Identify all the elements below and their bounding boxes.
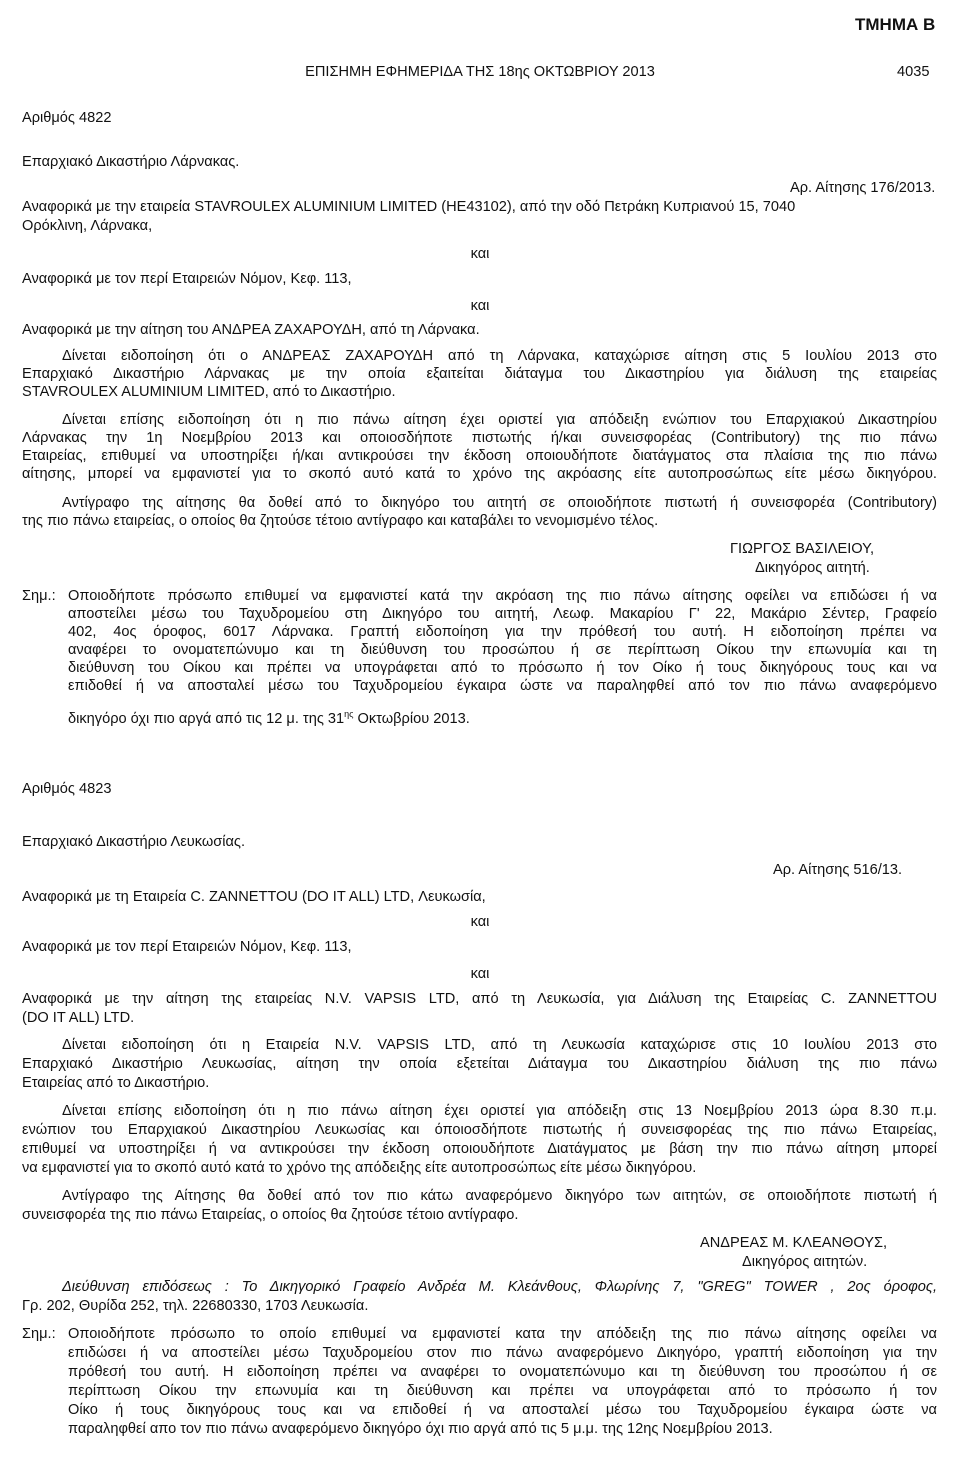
service-address: Γρ. 202, Θυρίδα 252, τηλ. 22680330, 1703 Λευκωσία. — [22, 1298, 369, 1314]
note-line: 402, 4ος όροφος, 6017 Λάρνακα. Γραπτή ειδοποίηση για την πρόθεσή του αυτή. Η ειδοποίηση πρέπει να — [68, 624, 937, 640]
note-label: Σημ.: — [22, 588, 56, 604]
ordinal-suffix: ης — [344, 709, 354, 719]
paragraph-line: Επαρχιακό Δικαστήριο Λευκωσίας, αίτηση την οποία εξετείται Διάταγμα του Δικαστηρίου διάλυση της πιο πάνω — [22, 1056, 937, 1072]
note-line: παραληφθεί απο τον πιο πάνω αναφερόμενο δικηγόρο όχι πιο αργά από τις 5 μ.μ. της 12ης Νοεμβρίου 2013. — [68, 1421, 773, 1437]
note-line: αποστείλει μέσω του Ταχυδρομείου στη Δικηγόρο του αιτητή, Λεωφ. Μακαρίου Γ' 22, Μακάριο Σέντερ, Γραφείο — [68, 606, 937, 622]
paragraph-line: Επαρχιακό Δικαστήριο Λάρνακας με την οποία εξαιτείται διάταγμα του Δικαστηρίου για διάλυση της εταιρείας — [22, 366, 937, 382]
note-line: διεύθυνση του Οίκου και πρέπει να υπογράφεται από το πρόσωπο ή τον Οίκο ή τους δικηγόρους τους και να — [68, 660, 937, 676]
paragraph-line: της πιο πάνω εταιρείας, ο οποίος θα ζητούσε τέτοιο αντίγραφο και καταβάλει το νενομισμένο τέλος. — [22, 513, 659, 529]
paragraph-line: συνεισφορέα της πιο πάνω Εταιρείας, ο οποίος θα ζητούσε τέτοιο αντίγραφο. — [22, 1207, 519, 1223]
notice-number: Αριθμός 4823 — [22, 781, 112, 797]
note-date-text: Οκτωβρίου 2013. — [353, 710, 470, 727]
paragraph-line: ενώπιον του Επαρχιακού Δικαστηρίου Λευκωσίας και όποιοσδήποτε πιστωτής ή συνεισφορέας της πιο πάνω Εταιρείας, — [22, 1122, 937, 1138]
paragraph-line: επιθυμεί να υποστηρίξει ή να αντικρούσει την έκδοση οποιουδήποτε Διατάγματος με βάση την πιο πάνω αίτηση μπορεί — [22, 1141, 937, 1157]
paragraph-line: Αντίγραφο της Αίτησης θα δοθεί από τον πιο κάτω αναφερόμενο δικηγόρο των αιτητών, σε οποιοδήποτε πιστωτή ή — [62, 1188, 937, 1204]
paragraph-line: Αντίγραφο της αίτησης θα δοθεί από το δικηγόρο του αιτητή σε οποιοδήποτε πιστωτή ή συνεισφορέα (Contributory) — [62, 495, 937, 511]
conjunction: και — [470, 966, 490, 982]
signer-name: ΓΙΩΡΓΟΣ ΒΑΣΙΛΕΙΟΥ, — [730, 541, 875, 557]
paragraph-line: να εμφανιστεί για το σκοπό αυτό κατά το χρόνο της απόδειξης είτε αυτοπροσώπως είτε μέσω δικηγόρου. — [22, 1160, 697, 1176]
paragraph-line: Δίνεται επίσης ειδοποίηση ότι η πιο πάνω αίτηση έχει οριστεί για απόδειξη ενώπιον του Επαρχιακού Δικαστηρίου — [62, 412, 937, 428]
note-line: Οποιοδήποτε πρόσωπο επιθυμεί να εμφανιστεί κατά την ακρόαση της πιο πάνω αίτησης οφείλει να επιδώσει ή να — [68, 588, 937, 604]
note-line: επιδώσει ή να αποστείλει μέσω Ταχυδρομείου στον πιο πάνω αναφερόμενο Δικηγόρο, γραπτή ειδοποίηση για την — [68, 1345, 937, 1361]
conjunction: και — [470, 914, 490, 930]
note-line: πρόθεσή του αυτή. Η ειδοποίηση πρέπει να αναφέρει το ονοματεπώνυμο και τη διεύθυνση του προσώπου ή σε — [68, 1364, 937, 1380]
section-label: ΤΜΗΜΑ Β — [855, 15, 936, 34]
reference-line: Ορόκλινη, Λάρνακα, — [22, 218, 153, 234]
note-line — [68, 706, 470, 728]
gazette-title: ΕΠΙΣΗΜΗ ΕΦΗΜΕΡΙΔΑ ΤΗΣ 18ης ΟΚΤΩΒΡΙΟΥ 2013 — [305, 64, 655, 80]
signer-role: Δικηγόρος αιτητών. — [742, 1254, 868, 1270]
conjunction: και — [470, 298, 490, 314]
reference-line: Αναφορικά με τον περί Εταιρειών Νόμον, Κεφ. 113, — [22, 939, 352, 955]
reference-line: Αναφορικά με τον περί Εταιρειών Νόμον, Κεφ. 113, — [22, 271, 352, 287]
paragraph-line: Δίνεται επίσης ειδοποίηση ότι η πιο πάνω αίτηση έχει οριστεί για απόδειξη στις 13 Νοεμβρίου 2013 ώρα 8.30 π.μ. — [62, 1103, 937, 1119]
paragraph-line: Εταιρείας από το Δικαστήριο. — [22, 1075, 210, 1091]
application-number: Αρ. Αίτησης 516/13. — [773, 862, 903, 878]
paragraph-line: Δίνεται ειδοποίηση ότι ο ΑΝΔΡΕΑΣ ΖΑΧΑΡΟΥΔΗ από τη Λάρνακα, καταχώρισε αίτηση στις 5 Ιουλίου 2013 στο — [62, 348, 937, 364]
signer-name: ΑΝΔΡΕΑΣ Μ. ΚΛΕΑΝΘΟΥΣ, — [700, 1235, 888, 1251]
note-line: Οποιοδήποτε πρόσωπο το οποίο επιθυμεί να εμφανιστεί κατα την απόδειξη της πιο πάνω αίτησης οφείλει να — [68, 1326, 937, 1342]
paragraph-line: Δίνεται ειδοποίηση ότι η Εταιρεία N.V. VAPSIS LTD, από τη Λευκωσία καταχώρισε στις 10 Ιουλίου 2013 στο — [62, 1037, 937, 1053]
paragraph-line: Εταιρείας, επιθυμεί να υποστηρίξει ή/και αντικρούσει την έκδοση οποιουδήποτε διατάγματος στα πλαίσια της πιο πάνω — [22, 448, 937, 464]
note-date-text: δικηγόρο όχι πιο αργά από τις 12 μ. της 31 — [68, 710, 345, 727]
paragraph-line: αίτησης, μπορεί να εμφανιστεί για το σκοπό αυτό κατά το χρόνο της ακρόασης είτε αυτοπροσώπως είτε μέσω δικηγόρου. — [22, 466, 937, 482]
reference-line: Αναφορικά με την εταιρεία STAVROULEX ALUMINIUM LIMITED (ΗΕ43102), από την οδό Πετράκη Κυπριανού 15, 7040 — [22, 199, 796, 215]
service-address: Διεύθυνση επιδόσεως : Το Δικηγορικό Γραφείο Ανδρέα Μ. Κλεάνθους, Φλωρίνης 7, "GREG" TOWER , 2ος όροφος, — [62, 1279, 937, 1295]
signer-role: Δικηγόρος αιτητή. — [755, 560, 870, 576]
paragraph-line: STAVROULEX ALUMINIUM LIMITED, από το Δικαστήριο. — [22, 384, 396, 400]
note-line: επιδοθεί ή να αποσταλεί μέσω του Ταχυδρομείου έγκαιρα ώστε να παραληφθεί από τον πιο πάνω αναφερόμενο — [68, 678, 937, 694]
page-number: 4035 — [897, 64, 930, 80]
application-number: Αρ. Αίτησης 176/2013. — [790, 180, 936, 196]
note-line: Οίκο ή τους δικηγόρους τους και να επιδοθεί ή να αποσταλεί μέσω του Ταχυδρομείου έγκαιρα ώστε να — [68, 1402, 937, 1418]
note-line: περίπτωση Οίκου την επωνυμία και τη διεύθυνση και πρέπει να υπογράφεται από το πρόσωπο ή τον — [68, 1383, 937, 1399]
reference-line: (DO IT ALL) LTD. — [22, 1010, 135, 1026]
reference-line: Αναφορικά με την αίτηση της εταιρείας N.V. VAPSIS LTD, από τη Λευκωσία, για Διάλυση της Εταιρείας C. ZANNETTOU — [22, 991, 937, 1007]
conjunction: και — [470, 246, 490, 262]
reference-line: Αναφορικά με την αίτηση του ΑΝΔΡΕΑ ΖΑΧΑΡΟΥΔΗ, από τη Λάρνακα. — [22, 322, 480, 338]
note-line: αναφέρει το ονοματεπώνυμο και τη διεύθυνση του προσώπου ή σε περίπτωση Οίκου την επωνυμία και τη — [68, 642, 937, 658]
notice-number: Αριθμός 4822 — [22, 110, 112, 126]
reference-line: Αναφορικά με τη Εταιρεία C. ZANNETTOU (DO IT ALL) LTD, Λευκωσία, — [22, 889, 486, 905]
paragraph-line: Λάρνακας την 1η Νοεμβρίου 2013 και οποιοσδήποτε πιστωτής ή/και συνεισφορέας (Contributory) της πιο πάνω — [22, 430, 937, 446]
court-name: Επαρχιακό Δικαστήριο Λευκωσίας. — [22, 834, 246, 850]
court-name: Επαρχιακό Δικαστήριο Λάρνακας. — [22, 154, 240, 170]
note-label: Σημ.: — [22, 1326, 56, 1342]
